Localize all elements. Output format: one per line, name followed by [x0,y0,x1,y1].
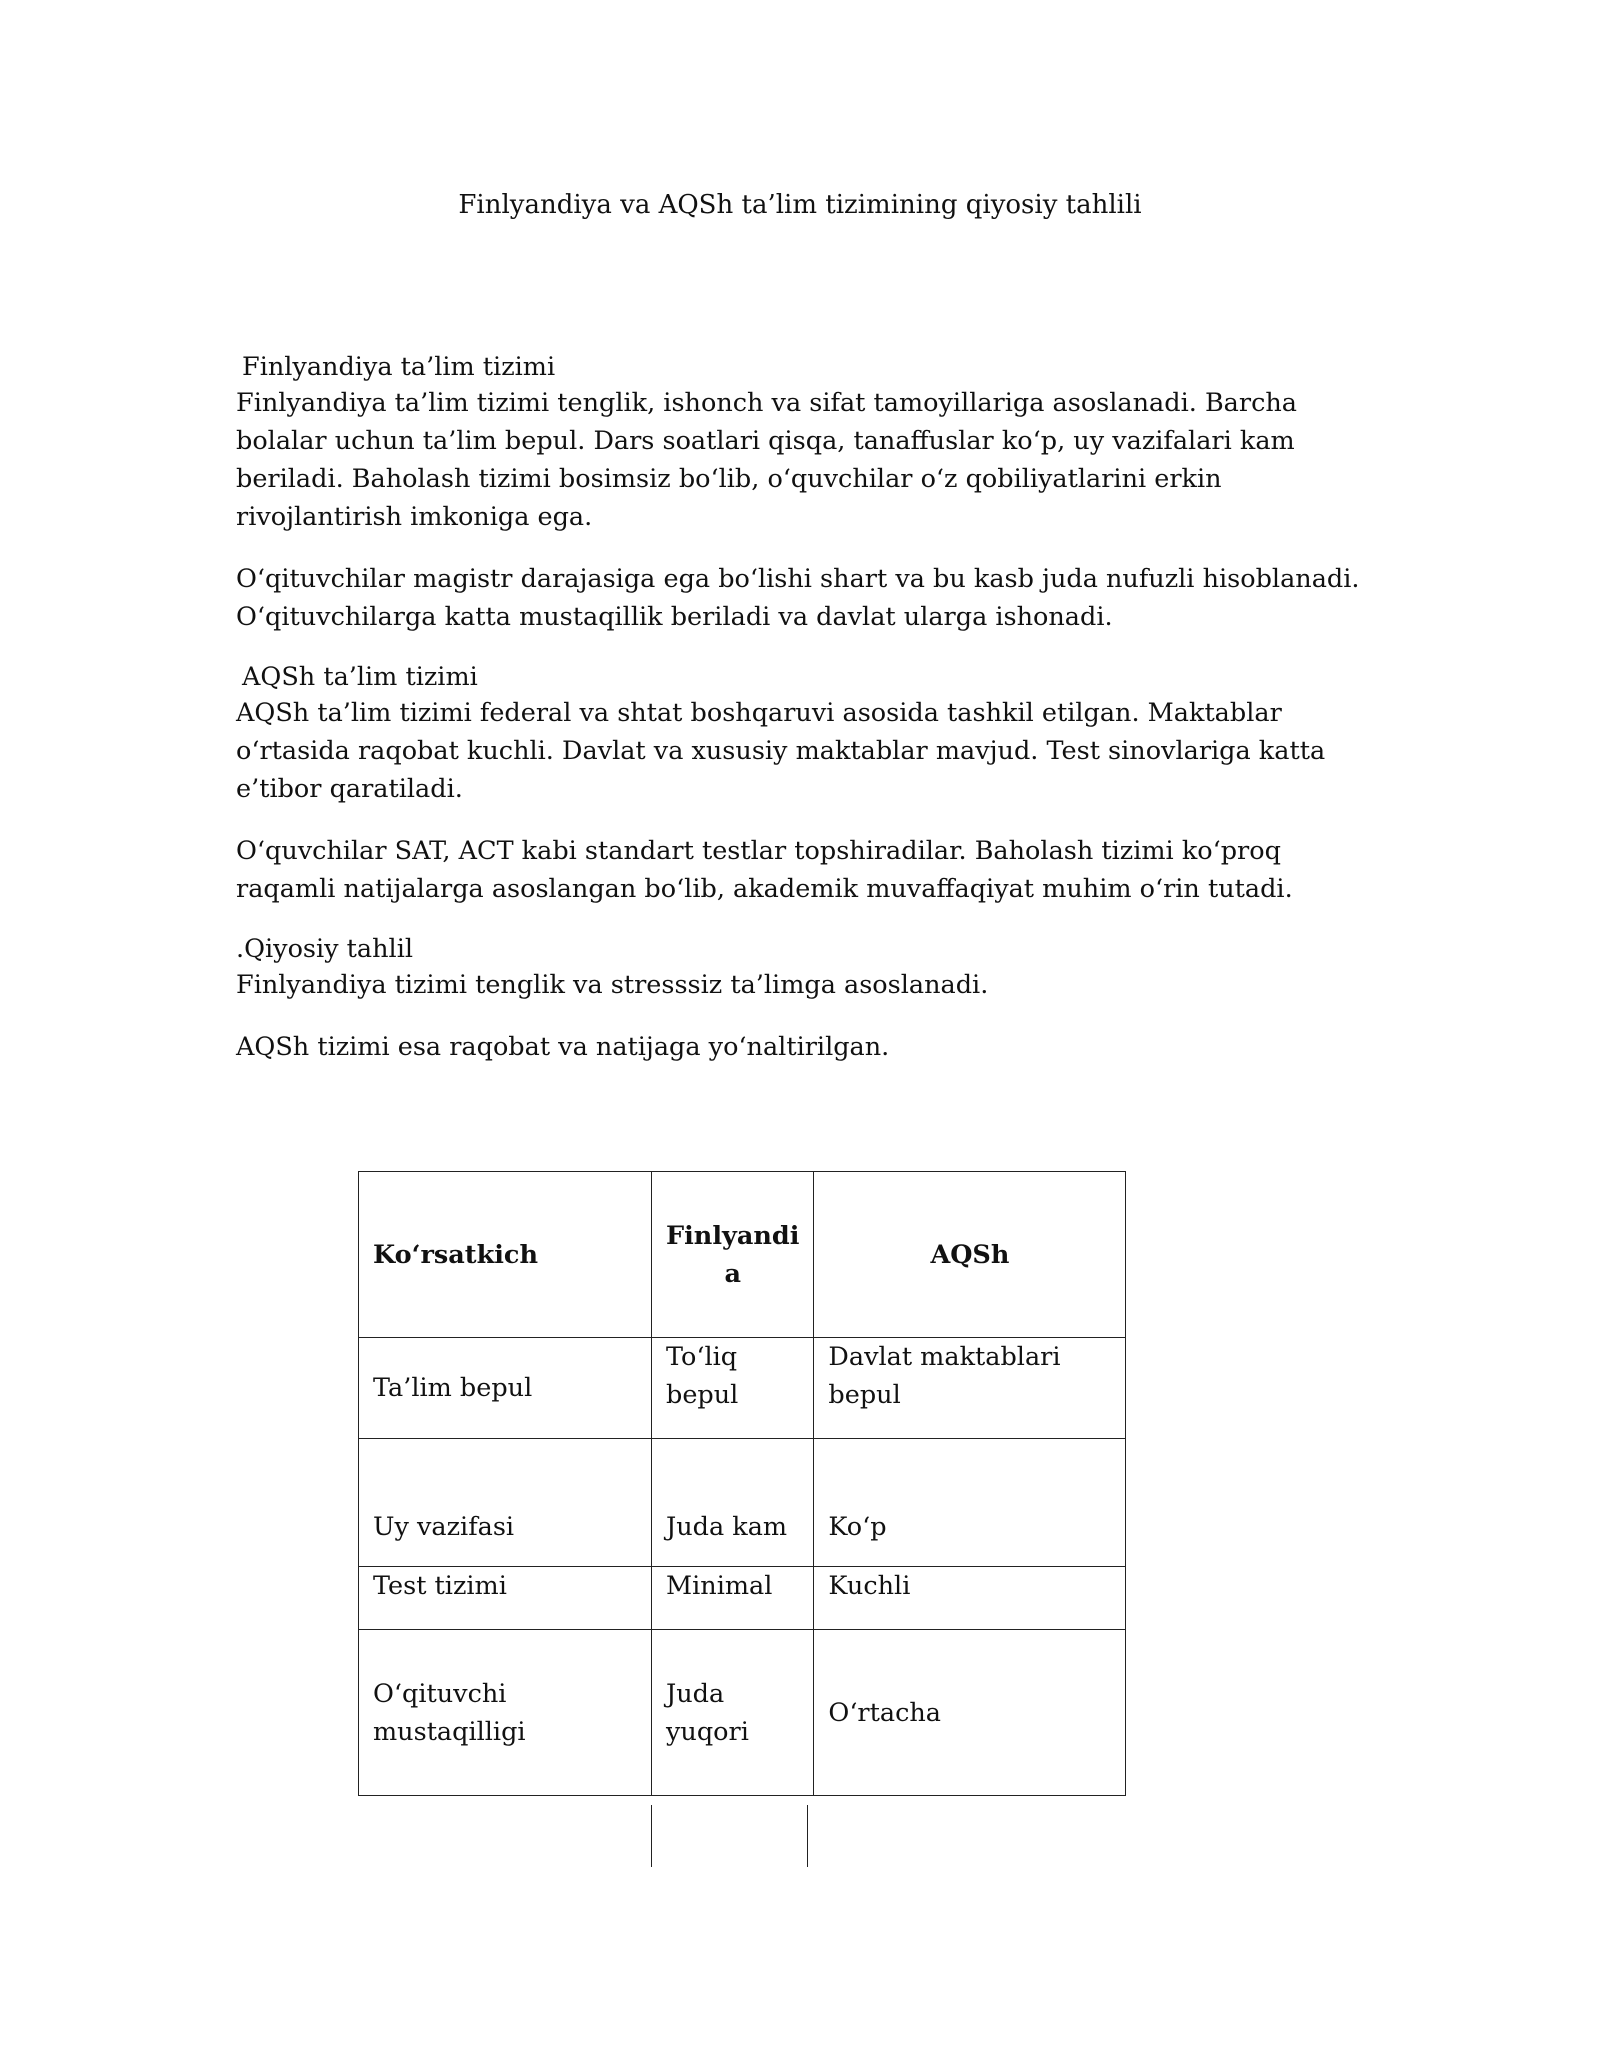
table-cell: Toʻliq bepul [652,1338,814,1439]
document-title: Finlyandiya va AQSh ta’lim tizimining qiyosiy tahlili [458,190,1142,220]
table-cell: Koʻp [814,1439,1126,1567]
paragraph: Finlyandiya ta’lim tizimi tenglik, ishonch va sifat tamoyillariga asoslanadi. Barcha bolalar uchun ta’lim bepul. Dars soatlari qisqa, tanaffuslar koʻp, uy vazifalari kam beriladi. Baholash tizimi bosimsiz boʻlib, oʻquvchilar oʻz qobiliyatlarini erkin rivojlantirish imkoniga ega. [236,388,1297,532]
comparison-table-wrapper [358,1171,1126,1796]
table-cell: Oʻqituvchi mustaqilligi [359,1630,652,1796]
table-cell: Juda yuqori [652,1630,814,1796]
table-header-cell: Koʻrsatkich [359,1172,652,1338]
paragraph: AQSh tizimi esa raqobat va natijaga yoʻnaltirilgan. [236,1032,890,1062]
paragraph: Finlyandiya tizimi tenglik va stresssiz ta’limga asoslanadi. [236,970,989,1000]
table-column-divider [807,1805,808,1867]
table-cell: Oʻrtacha [814,1630,1126,1796]
table-cell: Test tizimi [359,1567,652,1630]
section-heading-comparison: .Qiyosiy tahlil [236,934,414,964]
table-cell: Ta’lim bepul [359,1338,652,1439]
table-header-cell: AQSh [814,1172,1126,1338]
table-cell: Minimal [652,1567,814,1630]
section-heading-usa: AQSh ta’lim tizimi [242,662,478,692]
table-column-divider [651,1805,652,1867]
table-header-cell: Finlyandi a [652,1172,814,1338]
table-cell: Davlat maktablari bepul [814,1338,1126,1439]
table-row [359,1567,1126,1630]
table-row [359,1439,1126,1567]
paragraph: Oʻquvchilar SAT, ACT kabi standart testlar topshiradilar. Baholash tizimi koʻproq raqamli natijalarga asoslangan boʻlib, akademik muvaffaqiyat muhim oʻrin tutadi. [236,836,1293,904]
table-cell: Uy vazifasi [359,1439,652,1567]
document-body [236,350,1366,1066]
comparison-table [358,1171,1126,1796]
table-row [359,1630,1126,1796]
table-cell: Juda kam [652,1439,814,1567]
paragraph: Oʻqituvchilar magistr darajasiga ega boʻlishi shart va bu kasb juda nufuzli hisoblanadi. Oʻqituvchilarga katta mustaqillik beriladi va davlat ularga ishonadi. [236,564,1360,632]
paragraph: AQSh ta’lim tizimi federal va shtat boshqaruvi asosida tashkil etilgan. Maktablar oʻrtasida raqobat kuchli. Davlat va xususiy maktablar mavjud. Test sinovlariga katta e’tibor qaratiladi. [236,698,1326,804]
table-header-row [359,1172,1126,1338]
table-row [359,1338,1126,1439]
table-cell: Kuchli [814,1567,1126,1630]
section-heading-finland: Finlyandiya ta’lim tizimi [242,352,556,382]
